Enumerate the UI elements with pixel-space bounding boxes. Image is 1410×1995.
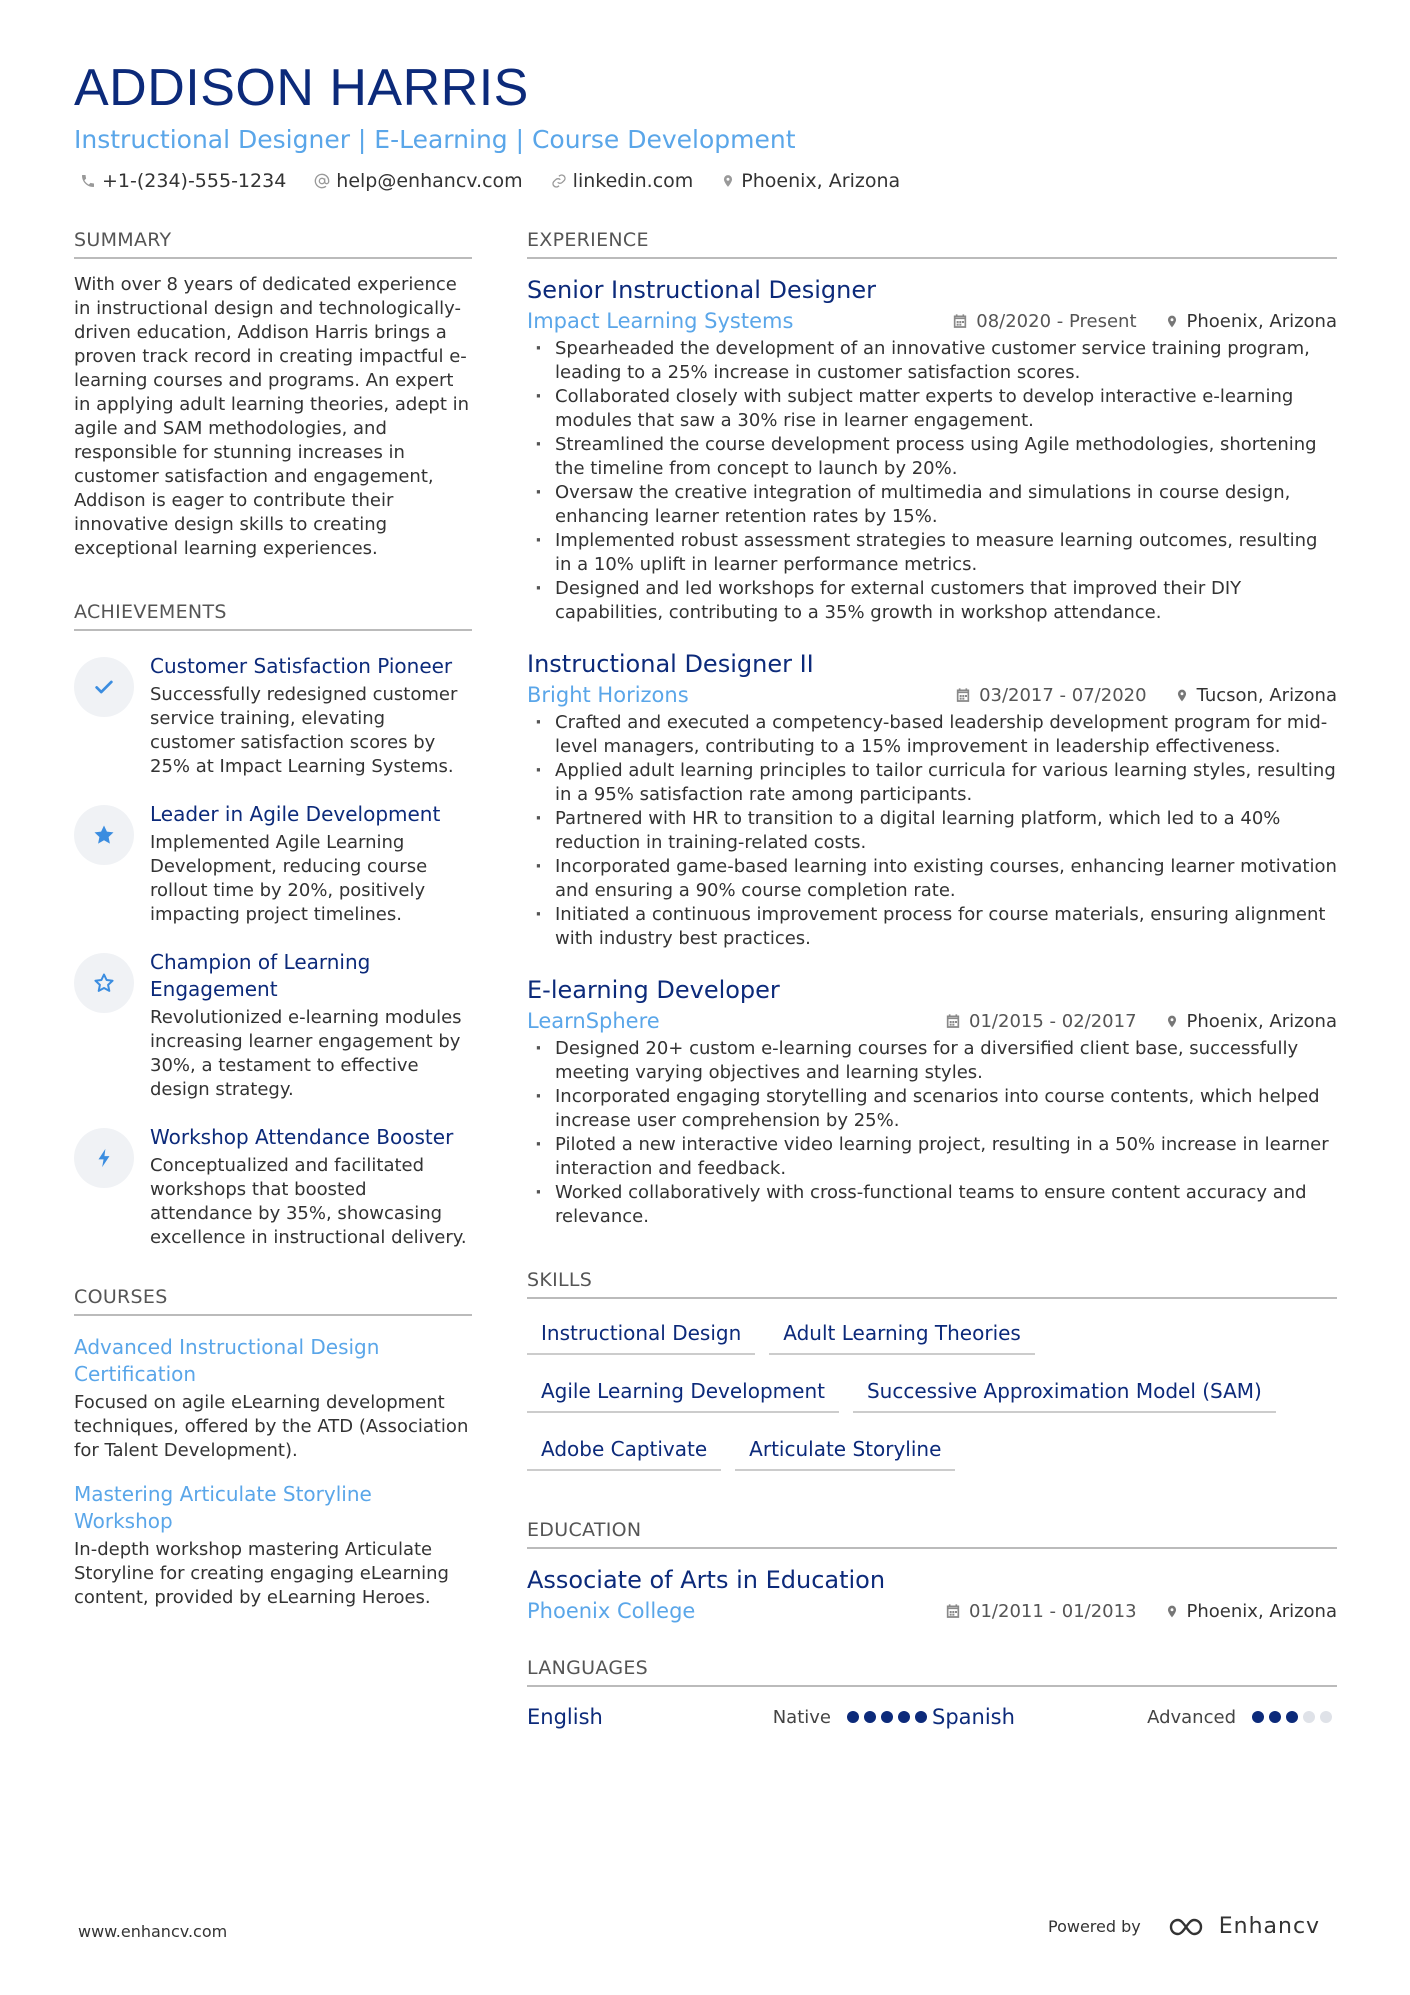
achievements-section bbox=[74, 601, 472, 1250]
summary-heading: SUMMARY bbox=[74, 229, 472, 259]
job-bullet: · Oversaw the creative integration of multimedia and simulations in course design, enhancing learner retention rates by 15%. bbox=[527, 481, 1337, 529]
languages-heading: LANGUAGES bbox=[527, 1657, 1337, 1687]
job-bullets bbox=[527, 337, 1337, 625]
achievement-item bbox=[74, 801, 472, 927]
rating-dot-empty bbox=[1303, 1711, 1315, 1723]
job-bullet: · Implemented robust assessment strategies to measure learning outcomes, resulting in a 10% uplift in learner performance metrics. bbox=[527, 529, 1337, 577]
skill-tag: Instructional Design bbox=[527, 1317, 755, 1355]
language-level: Native bbox=[772, 1706, 831, 1728]
summary-section bbox=[74, 229, 472, 561]
link-icon bbox=[551, 173, 567, 189]
job-bullet: · Collaborated closely with subject matter experts to develop interactive e-learning modules that saw a 30% rise in learner engagement. bbox=[527, 385, 1337, 433]
calendar-icon bbox=[955, 687, 971, 703]
company-name: Impact Learning Systems bbox=[527, 309, 794, 333]
education-location-text: Phoenix, Arizona bbox=[1186, 1600, 1337, 1622]
email-text: help@enhancv.com bbox=[336, 170, 523, 192]
job-title: Instructional Designer II bbox=[527, 650, 814, 678]
job-title: Senior Instructional Designer bbox=[527, 276, 877, 304]
achievement-title: Customer Satisfaction Pioneer bbox=[150, 654, 453, 678]
job-bullet: · Worked collaboratively with cross-functional teams to ensure content accuracy and relevance. bbox=[527, 1181, 1337, 1229]
job-location bbox=[1175, 685, 1337, 706]
left-column bbox=[74, 229, 472, 1610]
job-entry bbox=[527, 975, 1337, 1229]
phone-text: +1-(234)-555-1234 bbox=[102, 170, 287, 192]
job-bullet: · Initiated a continuous improvement process for course materials, ensuring alignment with industry best practices. bbox=[527, 903, 1337, 951]
course-desc: In-depth workshop mastering Articulate Storyline for creating engaging eLearning content, provided by eLearning Heroes. bbox=[74, 1539, 449, 1608]
skill-tag: Articulate Storyline bbox=[735, 1433, 955, 1471]
skill-tag: Adult Learning Theories bbox=[769, 1317, 1035, 1355]
job-entry bbox=[527, 275, 1337, 625]
education-location bbox=[1165, 1601, 1337, 1622]
job-location-text: Tucson, Arizona bbox=[1196, 684, 1337, 706]
achievement-desc: Conceptualized and facilitated workshops that boosted attendance by 35%, showcasing excellence in instructional delivery. bbox=[150, 1155, 467, 1248]
contact-bar bbox=[80, 170, 928, 192]
lightning-icon bbox=[74, 1128, 134, 1188]
job-bullet: · Piloted a new interactive video learning project, resulting in a 50% increase in learner interaction and feedback. bbox=[527, 1133, 1337, 1181]
summary-text: With over 8 years of dedicated experience in instructional design and technologically-driven education, Addison Harris brings a proven track record in creating impactful e-learning courses and programs. An expert in applying adult learning theories, adept in agile and SAM methodologies, and responsible for stunning increases in customer satisfaction and engagement, Addison is eager to contribute their innovative design skills to creating exceptional learning experiences. bbox=[74, 274, 470, 559]
skills-section bbox=[527, 1269, 1337, 1491]
language-rating bbox=[1252, 1711, 1337, 1723]
check-icon bbox=[74, 657, 134, 717]
location-pin-icon bbox=[1165, 1013, 1179, 1030]
language-item bbox=[932, 1705, 1337, 1729]
job-bullet: · Incorporated game-based learning into existing courses, enhancing learner motivation and ensuring a 90% course completion rate. bbox=[527, 855, 1337, 903]
experience-section bbox=[527, 229, 1337, 1229]
location-pin-icon bbox=[1175, 687, 1189, 704]
job-location-text: Phoenix, Arizona bbox=[1186, 1010, 1337, 1032]
candidate-headline: Instructional Designer | E-Learning | Course Development bbox=[74, 125, 796, 154]
contact-linkedin[interactable] bbox=[551, 170, 694, 192]
job-bullet: · Crafted and executed a competency-based leadership development program for mid-level managers, contributing to a 15% improvement in leadership effectiveness. bbox=[527, 711, 1337, 759]
location-text: Phoenix, Arizona bbox=[741, 170, 901, 192]
calendar-icon bbox=[952, 313, 968, 329]
star-icon bbox=[74, 805, 134, 865]
location-pin-icon bbox=[1165, 313, 1179, 330]
powered-by-label: Powered by bbox=[1048, 1917, 1141, 1936]
job-dates bbox=[945, 1011, 1137, 1032]
skill-tag: Adobe Captivate bbox=[527, 1433, 721, 1471]
location-pin-icon bbox=[1165, 1603, 1179, 1620]
language-rating bbox=[847, 1711, 932, 1723]
linkedin-text: linkedin.com bbox=[572, 170, 694, 192]
at-icon bbox=[314, 173, 330, 189]
job-bullets bbox=[527, 711, 1337, 951]
job-dates bbox=[955, 685, 1147, 706]
achievement-item bbox=[74, 653, 472, 779]
calendar-icon bbox=[945, 1603, 961, 1619]
contact-phone[interactable] bbox=[80, 170, 286, 192]
language-name: Spanish bbox=[932, 1705, 1015, 1729]
rating-dot-filled bbox=[847, 1711, 859, 1723]
contact-location bbox=[721, 170, 900, 192]
education-section bbox=[527, 1519, 1337, 1623]
job-location bbox=[1165, 1011, 1337, 1032]
education-dates-text: 01/2011 - 01/2013 bbox=[969, 1600, 1137, 1622]
courses-section bbox=[74, 1286, 472, 1610]
achievement-item bbox=[74, 1124, 472, 1250]
job-bullets bbox=[527, 1037, 1337, 1229]
rating-dot-filled bbox=[1286, 1711, 1298, 1723]
job-bullet: · Partnered with HR to transition to a digital learning platform, which led to a 40% reduction in training-related costs. bbox=[527, 807, 1337, 855]
calendar-icon bbox=[945, 1013, 961, 1029]
education-heading: EDUCATION bbox=[527, 1519, 1337, 1549]
achievement-title: Leader in Agile Development bbox=[150, 802, 441, 826]
rating-dot-filled bbox=[1252, 1711, 1264, 1723]
languages-section bbox=[527, 1657, 1337, 1729]
company-name: Bright Horizons bbox=[527, 683, 689, 707]
rating-dot-filled bbox=[1269, 1711, 1281, 1723]
star-outline-icon bbox=[74, 953, 134, 1013]
education-dates bbox=[945, 1601, 1137, 1622]
language-name: English bbox=[527, 1705, 603, 1729]
job-location bbox=[1165, 311, 1337, 332]
rating-dot-filled bbox=[915, 1711, 927, 1723]
achievement-desc: Revolutionized e-learning modules increasing learner engagement by 30%, a testament to effective design strategy. bbox=[150, 1007, 462, 1100]
phone-icon bbox=[80, 173, 96, 189]
skills-heading: SKILLS bbox=[527, 1269, 1337, 1299]
experience-heading: EXPERIENCE bbox=[527, 229, 1337, 259]
company-name: LearnSphere bbox=[527, 1009, 660, 1033]
skill-tag: Successive Approximation Model (SAM) bbox=[853, 1375, 1276, 1413]
job-bullet: · Spearheaded the development of an innovative customer service training program, leading to a 25% increase in customer satisfaction scores. bbox=[527, 337, 1337, 385]
job-bullet: · Designed and led workshops for external customers that improved their DIY capabilities, contributing to a 35% growth in workshop attendance. bbox=[527, 577, 1337, 625]
school-name: Phoenix College bbox=[527, 1599, 696, 1623]
language-level: Advanced bbox=[1147, 1706, 1236, 1728]
job-title: E-learning Developer bbox=[527, 976, 780, 1004]
achievement-desc: Successfully redesigned customer service training, elevating customer satisfaction scores by 25% at Impact Learning Systems. bbox=[150, 684, 458, 777]
rating-dot-filled bbox=[864, 1711, 876, 1723]
job-bullet: · Applied adult learning principles to tailor curricula for various learning styles, resulting in a 95% satisfaction rate among participants. bbox=[527, 759, 1337, 807]
enhancv-logo-icon bbox=[1167, 1916, 1211, 1938]
achievement-title: Workshop Attendance Booster bbox=[150, 1125, 454, 1149]
course-item bbox=[74, 1481, 472, 1610]
job-bullet: · Designed 20+ custom e-learning courses for a diversified client base, successfully meeting varying objectives and learning styles. bbox=[527, 1037, 1337, 1085]
rating-dot-filled bbox=[898, 1711, 910, 1723]
skills-list bbox=[527, 1317, 1337, 1491]
right-column bbox=[527, 229, 1337, 1729]
job-dates bbox=[952, 311, 1136, 332]
job-dates-text: 08/2020 - Present bbox=[976, 310, 1137, 332]
course-desc: Focused on agile eLearning development techniques, offered by the ATD (Association for Talent Development). bbox=[74, 1392, 469, 1461]
achievements-heading: ACHIEVEMENTS bbox=[74, 601, 472, 631]
course-item bbox=[74, 1334, 472, 1463]
footer-website[interactable]: www.enhancv.com bbox=[78, 1922, 228, 1941]
achievement-item bbox=[74, 949, 472, 1102]
location-pin-icon bbox=[721, 173, 735, 189]
rating-dot-empty bbox=[1320, 1711, 1332, 1723]
footer-branding bbox=[1048, 1914, 1320, 1939]
job-entry bbox=[527, 649, 1337, 951]
achievement-title: Champion of Learning Engagement bbox=[150, 950, 371, 1001]
job-location-text: Phoenix, Arizona bbox=[1186, 310, 1337, 332]
job-dates-text: 03/2017 - 07/2020 bbox=[979, 684, 1147, 706]
language-item bbox=[527, 1705, 932, 1729]
job-bullet: · Incorporated engaging storytelling and scenarios into course contents, which helped increase user comprehension by 25%. bbox=[527, 1085, 1337, 1133]
courses-heading: COURSES bbox=[74, 1286, 472, 1316]
rating-dot-filled bbox=[881, 1711, 893, 1723]
candidate-name: ADDISON HARRIS bbox=[74, 59, 529, 117]
achievement-desc: Implemented Agile Learning Development, reducing course rollout time by 20%, positively impacting project timelines. bbox=[150, 832, 428, 925]
skill-tag: Agile Learning Development bbox=[527, 1375, 839, 1413]
course-title: Advanced Instructional Design Certification bbox=[74, 1335, 380, 1386]
job-dates-text: 01/2015 - 02/2017 bbox=[969, 1010, 1137, 1032]
contact-email[interactable] bbox=[314, 170, 522, 192]
brand-name: Enhancv bbox=[1218, 1914, 1321, 1939]
course-title: Mastering Articulate Storyline Workshop bbox=[74, 1482, 372, 1533]
degree-title: Associate of Arts in Education bbox=[527, 1566, 886, 1594]
job-bullet: · Streamlined the course development process using Agile methodologies, shortening the timeline from concept to launch by 20%. bbox=[527, 433, 1337, 481]
